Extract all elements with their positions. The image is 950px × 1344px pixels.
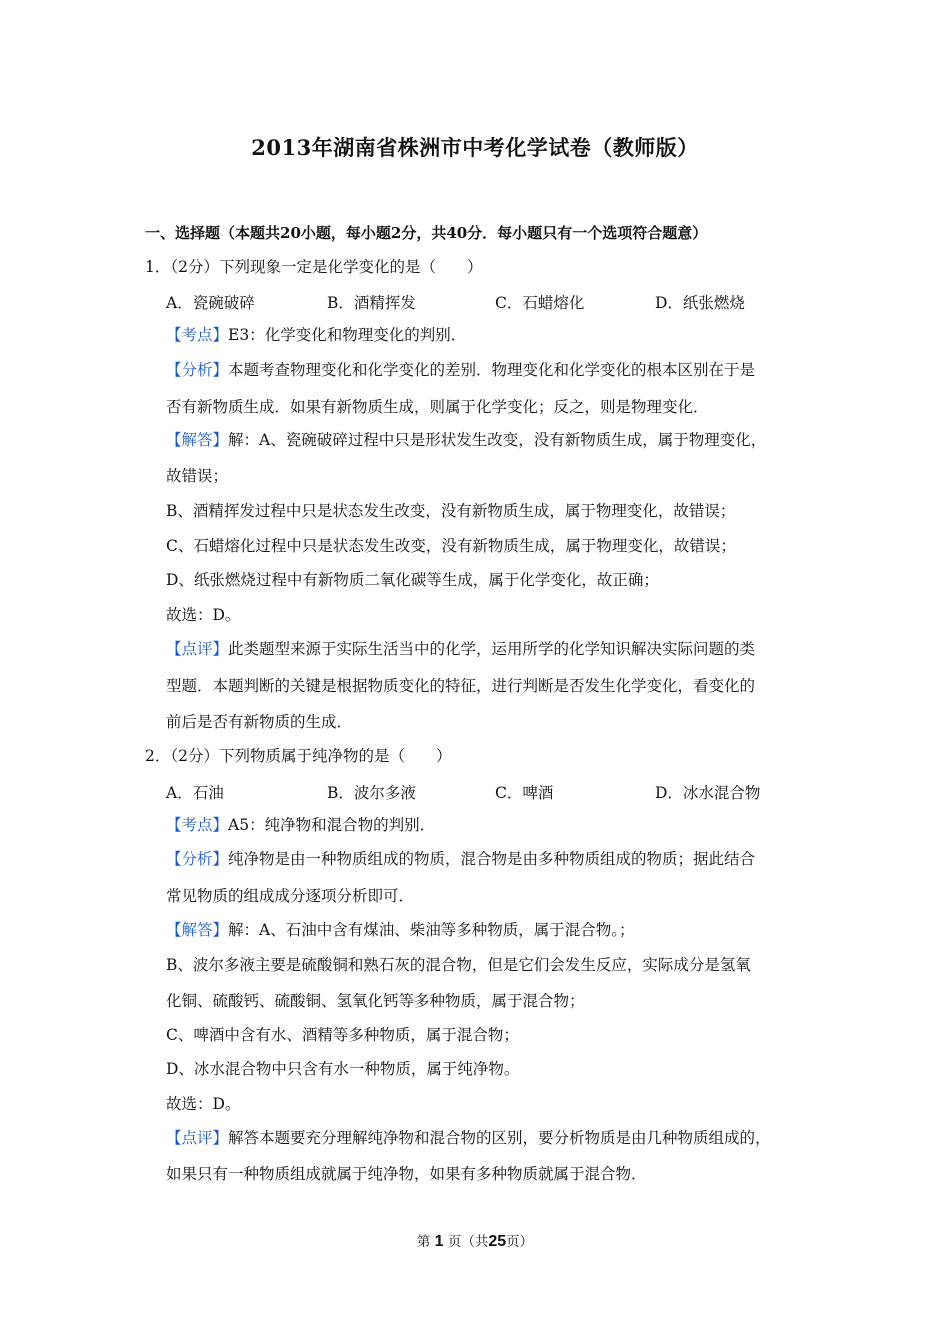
q2-jieda-line-5: D、冰水混合物中只含有水一种物质，属于纯净物。 [166, 1060, 520, 1078]
q1-jieda-line-4: C、石蜡熔化过程中只是状态发生改变，没有新物质生成，属于物理变化，故错误； [166, 537, 736, 555]
q1-fenxi-text-1: 本题考查物理变化和化学变化的差别．物理变化和化学变化的根本区别在于是 [228, 361, 756, 379]
q1-dianping-line-3: 前后是否有新物质的生成． [166, 713, 353, 731]
q2-jieda [166, 920, 634, 940]
footer-total-pages: 25 [488, 1233, 507, 1250]
q1-jieda-line-3: B、酒精挥发过程中只是状态发生改变，没有新物质生成，属于物理变化，故错误； [166, 502, 736, 520]
q1-jieda-line-5: D、纸张燃烧过程中有新物质二氧化碳等生成，属于化学变化，故正确； [166, 571, 659, 589]
page-title: 2013年湖南省株洲市中考化学试卷（教师版） [251, 135, 699, 160]
q2-jieda-line-3: 化铜、硫酸钙、硫酸铜、氢氧化钙等多种物质，属于混合物； [166, 992, 585, 1010]
footer-page-number: 1 [434, 1233, 444, 1250]
q2-dianping-line-2: 如果只有一种物质组成就属于纯净物，如果有多种物质就属于混合物． [166, 1165, 647, 1183]
q2-jieda-line-4: C、啤酒中含有水、酒精等多种物质，属于混合物； [166, 1026, 519, 1044]
q2-fenxi-text-1: 纯净物是由一种物质组成的物质，混合物是由多种物质组成的物质；据此结合 [228, 850, 756, 868]
page-footer [0, 1230, 950, 1251]
q2-option-a: A．石油 [166, 784, 224, 802]
q2-kaodian-text: A5：纯净物和混合物的判别． [228, 816, 436, 834]
fenxi-tag: 【分析】 [166, 850, 229, 868]
footer-suffix: 页） [506, 1234, 534, 1250]
q2-jieda-line-6: 故选：D。 [166, 1095, 241, 1113]
q1-dianping-text-1: 此类题型来源于实际生活当中的化学，运用所学的化学知识解决实际问题的类 [228, 640, 756, 658]
q1-jieda [166, 430, 766, 450]
q2-dianping-text-1: 解答本题要充分理解纯净物和混合物的区别，要分析物质是由几种物质组成的， [228, 1129, 771, 1147]
footer-prefix: 第 [416, 1234, 431, 1250]
jieda-tag: 【解答】 [166, 431, 229, 449]
q1-option-d: D．纸张燃烧 [655, 294, 745, 312]
question-1-stem: 1．（2分）下列现象一定是化学变化的是（ ） [145, 258, 483, 276]
q1-jieda-line-2: 故错误； [166, 467, 229, 485]
question-2-stem: 2．（2分）下列物质属于纯净物的是（ ） [145, 747, 452, 765]
q2-kaodian [166, 815, 435, 835]
kaodian-tag: 【考点】 [166, 816, 229, 834]
q1-fenxi-line-2: 否有新物质生成．如果有新物质生成，则属于化学变化；反之，则是物理变化． [166, 398, 709, 416]
q1-dianping [166, 639, 755, 659]
q1-kaodian [166, 325, 466, 345]
q2-option-d: D．冰水混合物 [655, 784, 761, 802]
q2-option-c: C．啤酒 [495, 784, 554, 802]
q2-option-b: B．波尔多液 [327, 784, 416, 802]
q2-dianping [166, 1128, 771, 1148]
q1-option-c: C．石蜡熔化 [495, 294, 585, 312]
section-heading: 一、选择题（本题共20小题，每小题2分，共40分．每小题只有一个选项符合题意） [145, 224, 708, 242]
q2-jieda-line-2: B、波尔多液主要是硫酸铜和熟石灰的混合物，但是它们会发生反应，实际成分是氢氧 [166, 956, 751, 974]
q1-option-b: B．酒精挥发 [327, 294, 416, 312]
q1-dianping-line-2: 型题．本题判断的关键是根据物质变化的特征，进行判断是否发生化学变化，看变化的 [166, 677, 756, 695]
q2-fenxi [166, 849, 755, 869]
dianping-tag: 【点评】 [166, 640, 229, 658]
q1-jieda-line-6: 故选：D。 [166, 606, 241, 624]
q1-fenxi [166, 360, 755, 380]
q2-jieda-text-1: 解：A、石油中含有煤油、柴油等多种物质，属于混合物。； [228, 921, 635, 939]
q1-kaodian-text: E3：化学变化和物理变化的判别． [228, 326, 467, 344]
kaodian-tag: 【考点】 [166, 326, 229, 344]
dianping-tag: 【点评】 [166, 1129, 229, 1147]
q2-fenxi-line-2: 常见物质的组成成分逐项分析即可． [166, 887, 415, 905]
q1-option-a: A．瓷碗破碎 [166, 294, 255, 312]
footer-middle: 页（共 [447, 1234, 489, 1250]
fenxi-tag: 【分析】 [166, 361, 229, 379]
q1-jieda-text-1: 解：A、瓷碗破碎过程中只是形状发生改变，没有新物质生成，属于物理变化， [228, 431, 767, 449]
jieda-tag: 【解答】 [166, 921, 229, 939]
